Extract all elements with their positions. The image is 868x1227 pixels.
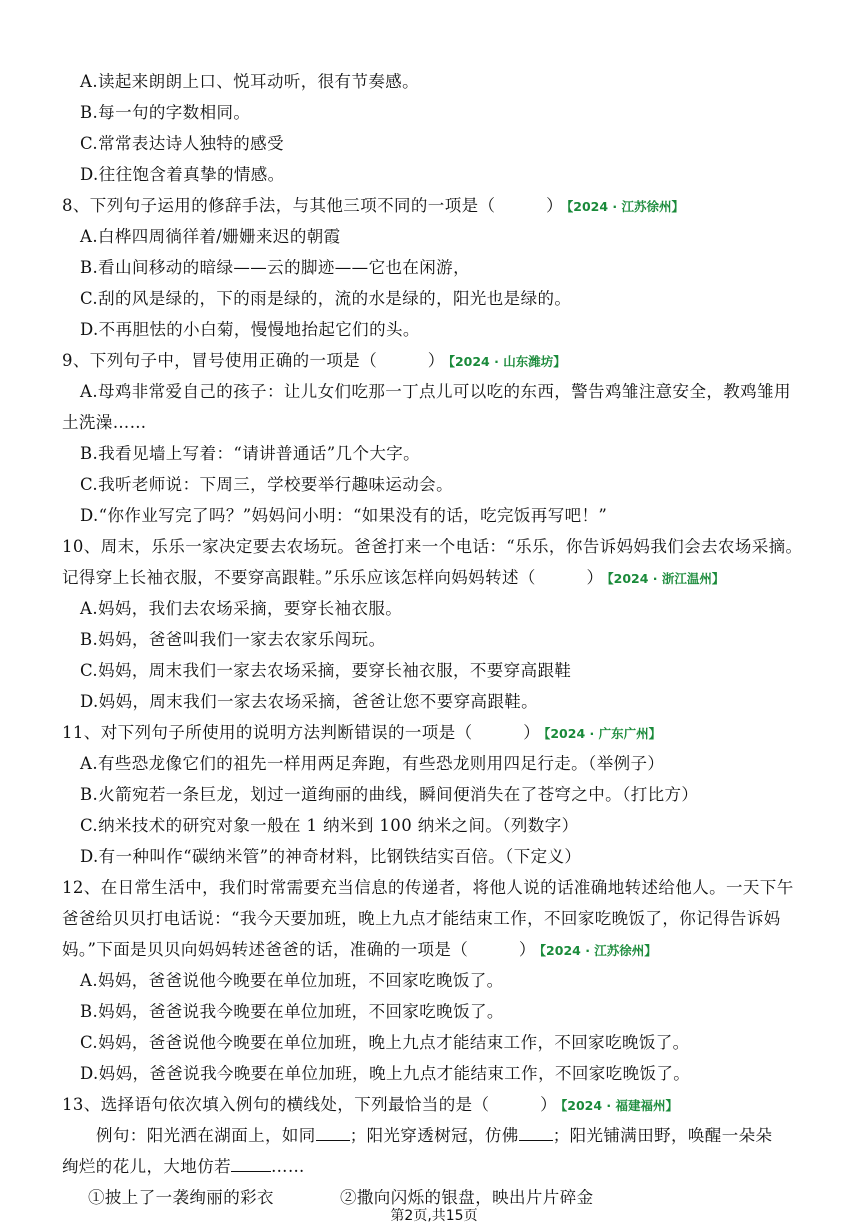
option-line: B.妈妈，爸爸说我今晚要在单位加班，不回家吃晚饭了。 <box>80 1002 504 1021</box>
blank-line <box>519 1126 553 1141</box>
question-13: 13、选择语句依次填入例句的横线处，下列最恰当的是（ ） 【2024 · 福建福州】 <box>62 1095 678 1114</box>
option-line: D.不再胆怯的小白菊，慢慢地抬起它们的头。 <box>80 320 420 339</box>
question-8: 8、下列句子运用的修辞手法，与其他三项不同的一项是（ ） 【2024 · 江苏徐州】 <box>62 196 684 215</box>
option-line: A.妈妈，爸爸说他今晚要在单位加班，不回家吃晚饭了。 <box>80 971 504 990</box>
option-line: A.妈妈，我们去农场采摘，要穿长袖衣服。 <box>80 599 403 618</box>
text-line: C.常常表达诗人独特的感受 <box>80 134 284 153</box>
option-line: A.有些恐龙像它们的祖先一样用两足奔跑，有些恐龙则用四足行走。（举例子） <box>80 754 665 773</box>
source-badge: 【2024 · 浙江温州】 <box>607 571 725 586</box>
option-line: 土洗澡…… <box>62 413 147 432</box>
option-line: C.刮的风是绿的，下的雨是绿的，流的水是绿的，阳光也是绿的。 <box>80 289 572 308</box>
page-number: 第2页,共15页 <box>390 1208 478 1224</box>
question-9: 9、下列句子中，冒号使用正确的一项是（ ） 【2024 · 山东潍坊】 <box>62 351 566 370</box>
choice-line: ①披上了一袭绚丽的彩衣 <box>88 1188 274 1207</box>
text-line: B.每一句的字数相同。 <box>80 103 251 122</box>
blank-line <box>231 1157 271 1172</box>
option-line: D.“你作业写完了吗？”妈妈问小明：“如果没有的话，吃完饭再写吧！” <box>80 506 608 525</box>
option-line: D.妈妈，爸爸说我今晚要在单位加班，晚上九点才能结束工作，不回家吃晚饭了。 <box>80 1064 691 1083</box>
option-line: B.我看见墙上写着：“请讲普通话”几个大字。 <box>80 444 421 463</box>
option-line: A.母鸡非常爱自己的孩子：让儿女们吃那一丁点儿可以吃的东西，警告鸡雏注意安全，教鸡雏用 <box>80 382 791 401</box>
question-12: 12、在日常生活中，我们时常需要充当信息的传递者，将他人说的话准确地转述给他人。一天下午 <box>62 878 794 897</box>
option-line: D.有一种叫作“碳纳米管”的神奇材料，比钢铁结实百倍。（下定义） <box>80 847 582 866</box>
question-12-cont: 妈。”下面是贝贝向妈妈转述爸爸的话，准确的一项是（ ） 【2024 · 江苏徐州】 <box>62 940 657 959</box>
source-badge: 【2024 · 福建福州】 <box>561 1098 678 1113</box>
option-line: D.妈妈，周末我们一家去农场采摘，爸爸让您不要穿高跟鞋。 <box>80 692 539 711</box>
question-11: 11、对下列句子所使用的说明方法判断错误的一项是（ ） 【2024 · 广东广州】 <box>62 723 662 742</box>
option-line: B.火箭宛若一条巨龙，划过一道绚丽的曲线，瞬间便消失在了苍穹之中。（打比方） <box>80 785 699 804</box>
source-badge: 【2024 · 广东广州】 <box>544 726 662 741</box>
option-line: C.纳米技术的研究对象一般在 1 纳米到 100 纳米之间。（列数字） <box>80 816 579 835</box>
option-line: C.妈妈，爸爸说他今晚要在单位加班，晚上九点才能结束工作，不回家吃晚饭了。 <box>80 1033 690 1052</box>
blank-line <box>316 1126 350 1141</box>
question-10-cont: 记得穿上长袖衣服，不要穿高跟鞋。”乐乐应该怎样向妈妈转述（ ） 【2024 · 浙江温州】 <box>62 568 725 587</box>
example-sentence-cont: 绚烂的花儿，大地仿若 …… <box>62 1157 305 1176</box>
example-sentence: 例句：阳光洒在湖面上，如同 ；阳光穿透树冠，仿佛 ；阳光铺满田野，唤醒一朵朵 <box>96 1126 773 1145</box>
text-line: D.往往饱含着真挚的情感。 <box>80 165 285 184</box>
option-line: A.白桦四周徜徉着/姗姗来迟的朝霞 <box>80 227 341 246</box>
source-badge: 【2024 · 江苏徐州】 <box>567 199 684 214</box>
text-line: A.读起来朗朗上口、悦耳动听，很有节奏感。 <box>80 72 420 91</box>
option-line: B.看山间移动的暗绿——云的脚迹——它也在闲游， <box>80 258 470 277</box>
question-10: 10、周末，乐乐一家决定要去农场玩。爸爸打来一个电话：“乐乐，你告诉妈妈我们会去农场采摘。 <box>62 537 803 556</box>
question-12-cont: 爸爸给贝贝打电话说：“我今天要加班，晚上九点才能结束工作，不回家吃晚饭了，你记得告诉妈 <box>62 909 781 928</box>
option-line: B.妈妈，爸爸叫我们一家去农家乐闯玩。 <box>80 630 386 649</box>
source-badge: 【2024 · 山东潍坊】 <box>448 354 566 369</box>
choice-line: ②撒向闪烁的银盘，映出片片碎金 <box>340 1188 594 1207</box>
source-badge: 【2024 · 江苏徐州】 <box>539 943 657 958</box>
option-line: C.我听老师说：下周三，学校要举行趣味运动会。 <box>80 475 453 494</box>
option-line: C.妈妈，周末我们一家去农场采摘，要穿长袖衣服，不要穿高跟鞋 <box>80 661 572 680</box>
